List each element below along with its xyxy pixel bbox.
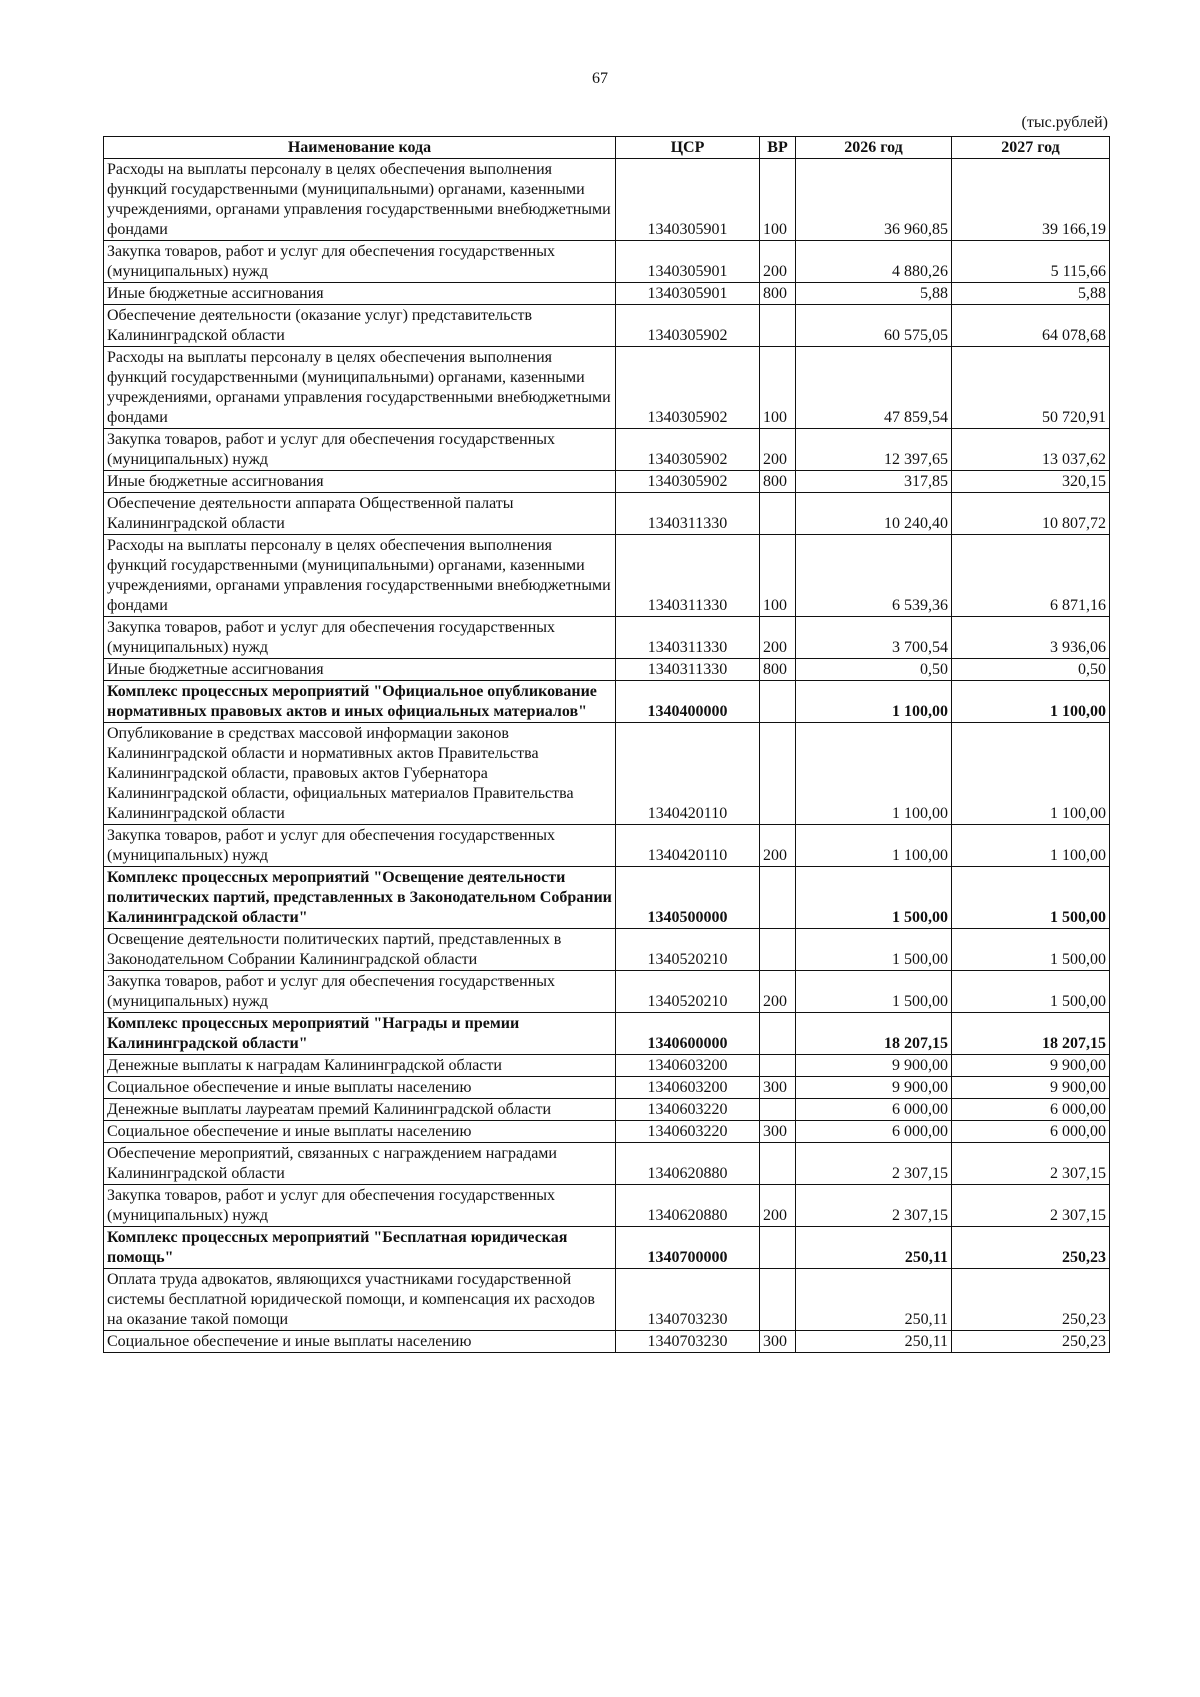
- cell-2027: 10 807,72: [952, 493, 1110, 535]
- cell-csr: 1340703230: [616, 1269, 760, 1331]
- cell-2026: 60 575,05: [796, 305, 952, 347]
- cell-name: Комплекс процессных мероприятий "Бесплатная юридическая помощь": [104, 1227, 616, 1269]
- cell-vr: 100: [760, 347, 796, 429]
- table-row: [104, 535, 1110, 617]
- cell-csr: 1340520210: [616, 929, 760, 971]
- cell-2026: 18 207,15: [796, 1013, 952, 1055]
- table-row: [104, 283, 1110, 305]
- table-header-row: [104, 137, 1110, 159]
- cell-name: Закупка товаров, работ и услуг для обеспечения государственных (муниципальных) нужд: [104, 429, 616, 471]
- cell-name: Иные бюджетные ассигнования: [104, 471, 616, 493]
- header-csr: ЦСР: [616, 137, 760, 159]
- cell-2027: 64 078,68: [952, 305, 1110, 347]
- cell-2026: 3 700,54: [796, 617, 952, 659]
- cell-vr: 300: [760, 1121, 796, 1143]
- cell-2026: 1 500,00: [796, 971, 952, 1013]
- cell-2026: 2 307,15: [796, 1143, 952, 1185]
- cell-csr: 1340520210: [616, 971, 760, 1013]
- table-row: [104, 867, 1110, 929]
- table-row: [104, 1077, 1110, 1099]
- cell-2026: 250,11: [796, 1269, 952, 1331]
- cell-name: Расходы на выплаты персоналу в целях обеспечения выполнения функций государственными (муниципальными) органами, казенными учреждениями, органами управления государственными внебюджетными фондами: [104, 535, 616, 617]
- cell-csr: 1340420110: [616, 825, 760, 867]
- table-row: [104, 971, 1110, 1013]
- header-year-2026: 2026 год: [796, 137, 952, 159]
- cell-2026: 36 960,85: [796, 159, 952, 241]
- cell-name: Обеспечение мероприятий, связанных с награждением наградами Калининградской области: [104, 1143, 616, 1185]
- table-row: [104, 493, 1110, 535]
- cell-name: Закупка товаров, работ и услуг для обеспечения государственных (муниципальных) нужд: [104, 241, 616, 283]
- table-row: [104, 305, 1110, 347]
- cell-2027: 2 307,15: [952, 1143, 1110, 1185]
- units-label: (тыс.рублей): [1021, 114, 1108, 131]
- cell-vr: [760, 1227, 796, 1269]
- cell-csr: 1340305901: [616, 241, 760, 283]
- cell-name: Комплекс процессных мероприятий "Награды и премии Калининградской области": [104, 1013, 616, 1055]
- cell-csr: 1340703230: [616, 1331, 760, 1353]
- cell-vr: 100: [760, 159, 796, 241]
- cell-2026: 9 900,00: [796, 1055, 952, 1077]
- cell-csr: 1340620880: [616, 1143, 760, 1185]
- cell-csr: 1340603220: [616, 1099, 760, 1121]
- cell-2027: 39 166,19: [952, 159, 1110, 241]
- cell-2027: 3 936,06: [952, 617, 1110, 659]
- cell-vr: 200: [760, 241, 796, 283]
- cell-csr: 1340603200: [616, 1077, 760, 1099]
- cell-csr: 1340311330: [616, 617, 760, 659]
- cell-2026: 6 000,00: [796, 1121, 952, 1143]
- cell-name: Закупка товаров, работ и услуг для обеспечения государственных (муниципальных) нужд: [104, 971, 616, 1013]
- cell-name: Расходы на выплаты персоналу в целях обеспечения выполнения функций государственными (муниципальными) органами, казенными учреждениями, органами управления государственными внебюджетными фондами: [104, 347, 616, 429]
- cell-2026: 250,11: [796, 1331, 952, 1353]
- cell-name: Иные бюджетные ассигнования: [104, 659, 616, 681]
- cell-vr: 800: [760, 283, 796, 305]
- cell-2027: 9 900,00: [952, 1077, 1110, 1099]
- table-row: [104, 825, 1110, 867]
- cell-name: Комплекс процессных мероприятий "Освещение деятельности политических партий, представленных в Законодательном Собрании Калининградской области": [104, 867, 616, 929]
- table-row: [104, 617, 1110, 659]
- cell-name: Закупка товаров, работ и услуг для обеспечения государственных (муниципальных) нужд: [104, 825, 616, 867]
- cell-vr: [760, 493, 796, 535]
- cell-2027: 6 000,00: [952, 1099, 1110, 1121]
- cell-2026: 1 100,00: [796, 723, 952, 825]
- cell-2026: 6 539,36: [796, 535, 952, 617]
- cell-vr: 300: [760, 1331, 796, 1353]
- cell-vr: [760, 723, 796, 825]
- table-row: [104, 681, 1110, 723]
- cell-2026: 12 397,65: [796, 429, 952, 471]
- cell-name: Закупка товаров, работ и услуг для обеспечения государственных (муниципальных) нужд: [104, 617, 616, 659]
- cell-vr: [760, 1013, 796, 1055]
- cell-2027: 2 307,15: [952, 1185, 1110, 1227]
- cell-csr: 1340603220: [616, 1121, 760, 1143]
- cell-name: Социальное обеспечение и иные выплаты населению: [104, 1121, 616, 1143]
- table-row: [104, 1121, 1110, 1143]
- cell-csr: 1340311330: [616, 493, 760, 535]
- cell-2027: 9 900,00: [952, 1055, 1110, 1077]
- cell-2026: 1 500,00: [796, 929, 952, 971]
- cell-2027: 1 500,00: [952, 929, 1110, 971]
- cell-vr: 300: [760, 1077, 796, 1099]
- header-name: Наименование кода: [104, 137, 616, 159]
- cell-csr: 1340700000: [616, 1227, 760, 1269]
- cell-vr: [760, 305, 796, 347]
- table-row: [104, 1185, 1110, 1227]
- cell-2026: 47 859,54: [796, 347, 952, 429]
- cell-name: Закупка товаров, работ и услуг для обеспечения государственных (муниципальных) нужд: [104, 1185, 616, 1227]
- header-year-2027: 2027 год: [952, 137, 1110, 159]
- cell-csr: 1340305902: [616, 429, 760, 471]
- table-row: [104, 659, 1110, 681]
- cell-2026: 6 000,00: [796, 1099, 952, 1121]
- cell-name: Обеспечение деятельности (оказание услуг) представительств Калининградской области: [104, 305, 616, 347]
- cell-csr: 1340311330: [616, 535, 760, 617]
- cell-vr: 100: [760, 535, 796, 617]
- cell-csr: 1340603200: [616, 1055, 760, 1077]
- cell-vr: [760, 681, 796, 723]
- cell-name: Денежные выплаты лауреатам премий Калининградской области: [104, 1099, 616, 1121]
- cell-2027: 250,23: [952, 1227, 1110, 1269]
- cell-name: Опубликование в средствах массовой информации законов Калининградской области и нормативных актов Правительства Калининградской области, правовых актов Губернатора Калининградской области, официальных материалов Правительства Калининградской области: [104, 723, 616, 825]
- cell-2026: 1 500,00: [796, 867, 952, 929]
- cell-csr: 1340311330: [616, 659, 760, 681]
- cell-2027: 6 000,00: [952, 1121, 1110, 1143]
- cell-2027: 1 500,00: [952, 971, 1110, 1013]
- cell-csr: 1340400000: [616, 681, 760, 723]
- cell-name: Социальное обеспечение и иные выплаты населению: [104, 1077, 616, 1099]
- cell-2026: 317,85: [796, 471, 952, 493]
- cell-2027: 5 115,66: [952, 241, 1110, 283]
- cell-2027: 1 100,00: [952, 825, 1110, 867]
- table-row: [104, 1055, 1110, 1077]
- cell-2026: 5,88: [796, 283, 952, 305]
- cell-name: Комплекс процессных мероприятий "Официальное опубликование нормативных правовых актов и иных официальных материалов": [104, 681, 616, 723]
- cell-vr: [760, 1269, 796, 1331]
- cell-vr: 800: [760, 471, 796, 493]
- cell-2027: 6 871,16: [952, 535, 1110, 617]
- cell-vr: 200: [760, 617, 796, 659]
- cell-csr: 1340620880: [616, 1185, 760, 1227]
- table-row: [104, 1227, 1110, 1269]
- cell-2027: 5,88: [952, 283, 1110, 305]
- cell-vr: 200: [760, 429, 796, 471]
- cell-csr: 1340500000: [616, 867, 760, 929]
- cell-2026: 9 900,00: [796, 1077, 952, 1099]
- cell-csr: 1340305902: [616, 347, 760, 429]
- cell-csr: 1340305902: [616, 305, 760, 347]
- cell-name: Оплата труда адвокатов, являющихся участниками государственной системы бесплатной юридической помощи, и компенсация их расходов на оказание такой помощи: [104, 1269, 616, 1331]
- cell-name: Расходы на выплаты персоналу в целях обеспечения выполнения функций государственными (муниципальными) органами, казенными учреждениями, органами управления государственными внебюджетными фондами: [104, 159, 616, 241]
- cell-2027: 1 100,00: [952, 681, 1110, 723]
- cell-name: Социальное обеспечение и иные выплаты населению: [104, 1331, 616, 1353]
- cell-2026: 10 240,40: [796, 493, 952, 535]
- cell-vr: [760, 1143, 796, 1185]
- cell-vr: [760, 1099, 796, 1121]
- table-row: [104, 471, 1110, 493]
- cell-2026: 1 100,00: [796, 825, 952, 867]
- table-row: [104, 929, 1110, 971]
- cell-vr: [760, 1055, 796, 1077]
- cell-2027: 18 207,15: [952, 1013, 1110, 1055]
- cell-2027: 13 037,62: [952, 429, 1110, 471]
- cell-csr: 1340600000: [616, 1013, 760, 1055]
- cell-2026: 1 100,00: [796, 681, 952, 723]
- cell-2026: 0,50: [796, 659, 952, 681]
- table-row: [104, 1013, 1110, 1055]
- cell-2027: 1 100,00: [952, 723, 1110, 825]
- cell-name: Освещение деятельности политических партий, представленных в Законодательном Собрании Калининградской области: [104, 929, 616, 971]
- cell-2027: 320,15: [952, 471, 1110, 493]
- cell-csr: 1340420110: [616, 723, 760, 825]
- budget-table: [103, 136, 1110, 1353]
- cell-vr: 200: [760, 1185, 796, 1227]
- table-body: [104, 159, 1110, 1353]
- cell-vr: 200: [760, 825, 796, 867]
- table-row: [104, 1143, 1110, 1185]
- cell-csr: 1340305901: [616, 283, 760, 305]
- cell-2027: 50 720,91: [952, 347, 1110, 429]
- table-row: [104, 347, 1110, 429]
- cell-csr: 1340305901: [616, 159, 760, 241]
- cell-vr: 800: [760, 659, 796, 681]
- cell-2026: 250,11: [796, 1227, 952, 1269]
- table-row: [104, 429, 1110, 471]
- cell-vr: [760, 867, 796, 929]
- table-row: [104, 1099, 1110, 1121]
- cell-2027: 1 500,00: [952, 867, 1110, 929]
- cell-2027: 0,50: [952, 659, 1110, 681]
- page-number: 67: [592, 70, 608, 87]
- cell-name: Обеспечение деятельности аппарата Общественной палаты Калининградской области: [104, 493, 616, 535]
- table-row: [104, 241, 1110, 283]
- table-row: [104, 723, 1110, 825]
- table-row: [104, 159, 1110, 241]
- cell-name: Денежные выплаты к наградам Калининградской области: [104, 1055, 616, 1077]
- header-vr: ВР: [760, 137, 796, 159]
- cell-2026: 2 307,15: [796, 1185, 952, 1227]
- cell-2027: 250,23: [952, 1331, 1110, 1353]
- cell-2026: 4 880,26: [796, 241, 952, 283]
- cell-name: Иные бюджетные ассигнования: [104, 283, 616, 305]
- table-row: [104, 1269, 1110, 1331]
- cell-vr: [760, 929, 796, 971]
- cell-csr: 1340305902: [616, 471, 760, 493]
- cell-vr: 200: [760, 971, 796, 1013]
- table-row: [104, 1331, 1110, 1353]
- cell-2027: 250,23: [952, 1269, 1110, 1331]
